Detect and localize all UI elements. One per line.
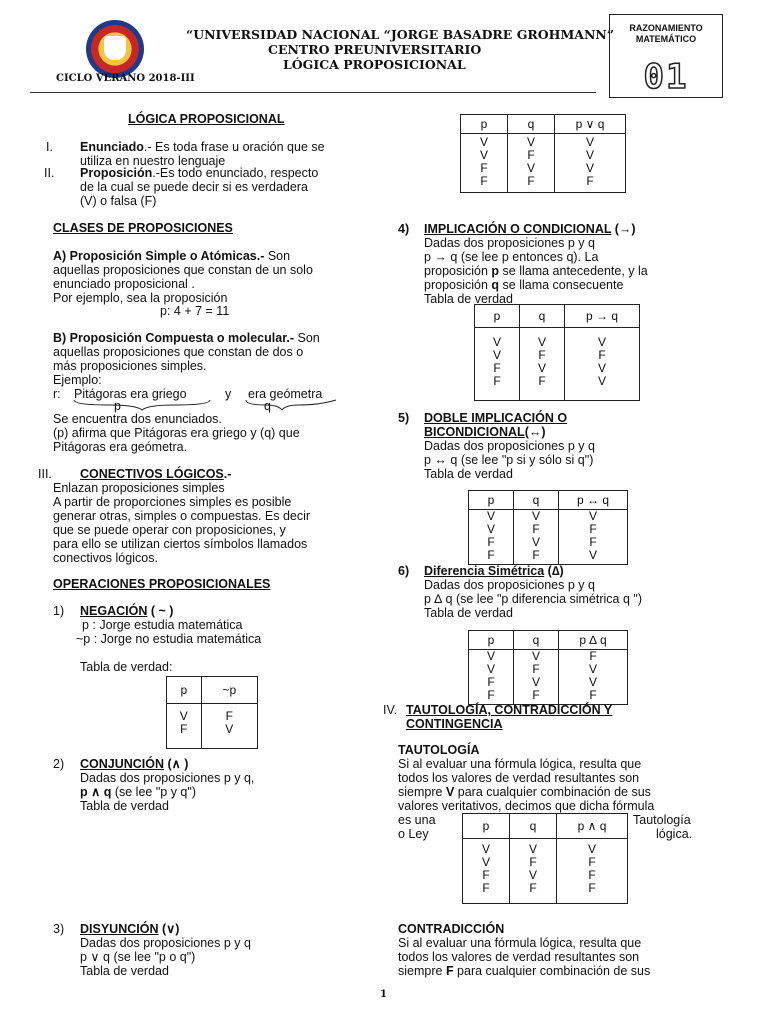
neg-tabla: Tabla de verdad:: [80, 660, 173, 674]
iv-heading2: CONTINGENCIA: [406, 717, 503, 731]
imp-l2: p → q (se lee p entonces q). La: [424, 250, 599, 264]
conj-l1: Dadas dos proposiciones p y q,: [80, 771, 255, 785]
taut-l6: o Ley: [398, 827, 429, 841]
disy-l3: Tabla de verdad: [80, 964, 169, 978]
th: q: [514, 631, 559, 650]
compound-prop-l4: Ejemplo:: [53, 373, 102, 387]
example-p-label: p: [114, 399, 121, 413]
conectivos-l2: A partir de proporciones simples es posible: [53, 495, 292, 509]
compound-prop-l7: Pitágoras era geómetra.: [53, 440, 188, 454]
bic-col-p: V V F F: [469, 510, 514, 565]
conjunction-truth-table: [462, 813, 628, 904]
imp-l5: Tabla de verdad: [424, 292, 513, 306]
imp-col-result: V F V V: [565, 328, 640, 401]
dif-l1: Dadas dos proposiciones p y q: [424, 578, 595, 592]
implication-truth-table: [474, 304, 640, 401]
th: p ∨ q: [555, 115, 626, 134]
item-ii-num: II.: [44, 166, 55, 180]
taut-l2: todos los valores de verdad resultantes son: [398, 771, 640, 785]
th: q: [520, 305, 565, 328]
th: p: [469, 631, 514, 650]
taut-r2: lógica.: [656, 827, 693, 841]
conectivos-l3: generar otras, simples o compuestas. Es decir: [53, 509, 311, 523]
imp-col-q: V F V F: [520, 328, 565, 401]
example-braces: [70, 398, 350, 412]
simple-prop-example: p: 4 + 7 = 11: [160, 304, 230, 318]
bic-col-result: V F F V: [559, 510, 628, 565]
item-iii-num: III.: [38, 467, 52, 481]
item-ii-text: Proposición.-Es todo enunciado, respecto: [80, 166, 319, 180]
th: q: [510, 814, 557, 839]
item-iv-num: IV.: [383, 703, 398, 717]
item-i-text: Enunciado.- Es toda frase u oración que se: [80, 140, 325, 154]
conj-col-q: V F V F: [510, 839, 557, 904]
neg-l1: p : Jorge estudia matemática: [82, 618, 243, 632]
item-i-text2: utiliza en nuestro lenguaje: [80, 154, 226, 168]
th: p → q: [565, 305, 640, 328]
dif-heading: Diferencia Simétrica (∆): [424, 564, 564, 578]
conj-num: 2): [53, 757, 65, 771]
university-name: “UNIVERSIDAD NACIONAL “JORGE BASADRE GROHMANN”: [186, 27, 615, 42]
th: p ∧ q: [557, 814, 628, 839]
neg-col-notp: F V: [201, 704, 257, 749]
bic-heading: DOBLE IMPLICACIÓN O: [424, 411, 568, 425]
clases-heading: CLASES DE PROPOSICIONES: [53, 221, 233, 235]
contr-l2: todos los valores de verdad resultantes son: [398, 950, 640, 964]
disjunction-truth-table: [460, 114, 626, 193]
disy-col-q: V F V F: [508, 134, 555, 193]
dif-col-result: F V V F: [559, 650, 628, 705]
conectivos-l1: Enlazan proposiciones simples: [53, 481, 225, 495]
simple-prop-def: A) Proposición Simple o Atómicas.- Son: [53, 249, 291, 263]
subject-name: LÓGICA PROPOSICIONAL: [283, 57, 466, 72]
imp-col-p: V V F F: [475, 328, 520, 401]
header-rule: [30, 92, 596, 93]
example-r-label: r:: [53, 387, 61, 401]
disy-col-p: V V F F: [461, 134, 508, 193]
dif-num: 6): [398, 564, 410, 578]
conj-l3: Tabla de verdad: [80, 799, 169, 813]
disy-l1: Dadas dos proposiciones p y q: [80, 936, 251, 950]
th: ~p: [201, 677, 257, 704]
compound-prop-l6: (p) afirma que Pitágoras era griego y (q) que: [53, 426, 300, 440]
badge-title: RAZONAMIENTO MATEMÁTICO: [629, 23, 703, 44]
item-i-num: I.: [46, 140, 53, 154]
university-logo: [86, 20, 144, 78]
example-conjunction: y: [225, 387, 232, 401]
example-statement-q: era geómetra: [248, 387, 323, 401]
negation-truth-table: [166, 676, 258, 749]
bic-col-q: V F V F: [514, 510, 559, 565]
conj-l2: p ∧ q (se lee "p y q"): [80, 785, 196, 799]
contr-l3: siempre F para cualquier combinación de sus: [398, 964, 651, 978]
example-statement-p: Pitágoras era griego: [74, 387, 187, 401]
neg-heading: NEGACIÓN ( ~ ): [80, 604, 174, 618]
disy-heading: DISYUNCIÓN (∨): [80, 922, 180, 936]
item-ii-text3: (V) o falsa (F): [80, 194, 157, 208]
neg-l2: ~p : Jorge no estudia matemática: [76, 632, 262, 646]
simple-prop-l2: aquellas proposiciones que constan de un solo: [53, 263, 313, 277]
dif-l3: Tabla de verdad: [424, 606, 513, 620]
bic-l1: Dadas dos proposiciones p y q: [424, 439, 595, 453]
example-q-label: q: [264, 399, 271, 413]
th: q: [514, 491, 559, 510]
contr-l1: Si al evaluar una fórmula lógica, resulta que: [398, 936, 642, 950]
taut-l5: es una: [398, 813, 436, 827]
taut-l4: valores veritativos, decimos que dicha fórmula: [398, 799, 655, 813]
dif-l2: p ∆ q (se lee "p diferencia simétrica q "): [424, 592, 642, 606]
contradiccion-heading: CONTRADICCIÓN: [398, 922, 505, 936]
item-ii-text2: de la cual se puede decir si es verdadera: [80, 180, 308, 194]
bic-heading2: BICONDICIONAL(↔): [424, 425, 546, 439]
simple-prop-l4: Por ejemplo, sea la proposición: [53, 291, 228, 305]
conectivos-l5: para ello se utilizan ciertos símbolos llamados: [53, 537, 308, 551]
operaciones-heading: OPERACIONES PROPOSICIONALES: [53, 577, 271, 591]
section-title: LÓGICA PROPOSICIONAL: [128, 112, 285, 126]
conectivos-heading: CONECTIVOS LÓGICOS.-: [80, 467, 232, 481]
compound-prop-l3: más proposiciones simples.: [53, 359, 207, 373]
th: p: [475, 305, 520, 328]
conectivos-l6: conectivos lógicos.: [53, 551, 158, 565]
imp-l3: proposición p se llama antecedente, y la: [424, 264, 648, 278]
simple-prop-l3: enunciado proposicional .: [53, 277, 195, 291]
cycle-label: CICLO VERANO 2018-III: [56, 73, 195, 84]
biconditional-truth-table: [468, 490, 628, 565]
course-badge: [609, 14, 723, 98]
taut-r1: Tautología: [633, 813, 691, 827]
imp-num: 4): [398, 222, 410, 236]
neg-num: 1): [53, 604, 65, 618]
th: p ∆ q: [559, 631, 628, 650]
badge-number: 01: [643, 57, 689, 97]
imp-heading: IMPLICACIÓN O CONDICIONAL (→): [424, 222, 636, 236]
conj-heading: CONJUNCIÓN (∧ ): [80, 757, 189, 771]
taut-l1: Si al evaluar una fórmula lógica, resulta que: [398, 757, 642, 771]
disy-col-result: V V V F: [555, 134, 626, 193]
bic-l2: p ↔ q (se lee "p si y sólo si q"): [424, 453, 594, 467]
th: p: [463, 814, 510, 839]
conj-col-p: V V F F: [463, 839, 510, 904]
bic-num: 5): [398, 411, 410, 425]
conj-col-result: V F F F: [557, 839, 628, 904]
disy-l2: p ∨ q (se lee "p o q"): [80, 950, 196, 964]
th: p: [167, 677, 202, 704]
bic-l3: Tabla de verdad: [424, 467, 513, 481]
dif-col-p: V V F F: [469, 650, 514, 705]
imp-l1: Dadas dos proposiciones p y q: [424, 236, 595, 250]
center-name: CENTRO PREUNIVERSITARIO: [268, 42, 482, 57]
conectivos-l4: que se puede operar con proposiciones, y: [53, 523, 286, 537]
dif-col-q: V F V F: [514, 650, 559, 705]
page-number: 1: [380, 989, 387, 1000]
neg-col-p: V F: [167, 704, 202, 749]
th: p: [469, 491, 514, 510]
symmetric-difference-truth-table: [468, 630, 628, 705]
taut-l3: siempre V para cualquier combinación de sus: [398, 785, 651, 799]
compound-prop-l2: aquellas proposiciones que constan de dos o: [53, 345, 304, 359]
th: p ↔ q: [559, 491, 628, 510]
th: q: [508, 115, 555, 134]
th: p: [461, 115, 508, 134]
compound-prop-l5: Se encuentra dos enunciados.: [53, 412, 222, 426]
tautologia-heading: TAUTOLOGÍA: [398, 743, 480, 757]
imp-l4: proposición q se llama consecuente: [424, 278, 624, 292]
compound-prop-def: B) Proposición Compuesta o molecular.- Son: [53, 331, 320, 345]
iv-heading: TAUTOLOGÍA, CONTRADICCIÓN Y: [406, 703, 613, 717]
disy-num: 3): [53, 922, 65, 936]
